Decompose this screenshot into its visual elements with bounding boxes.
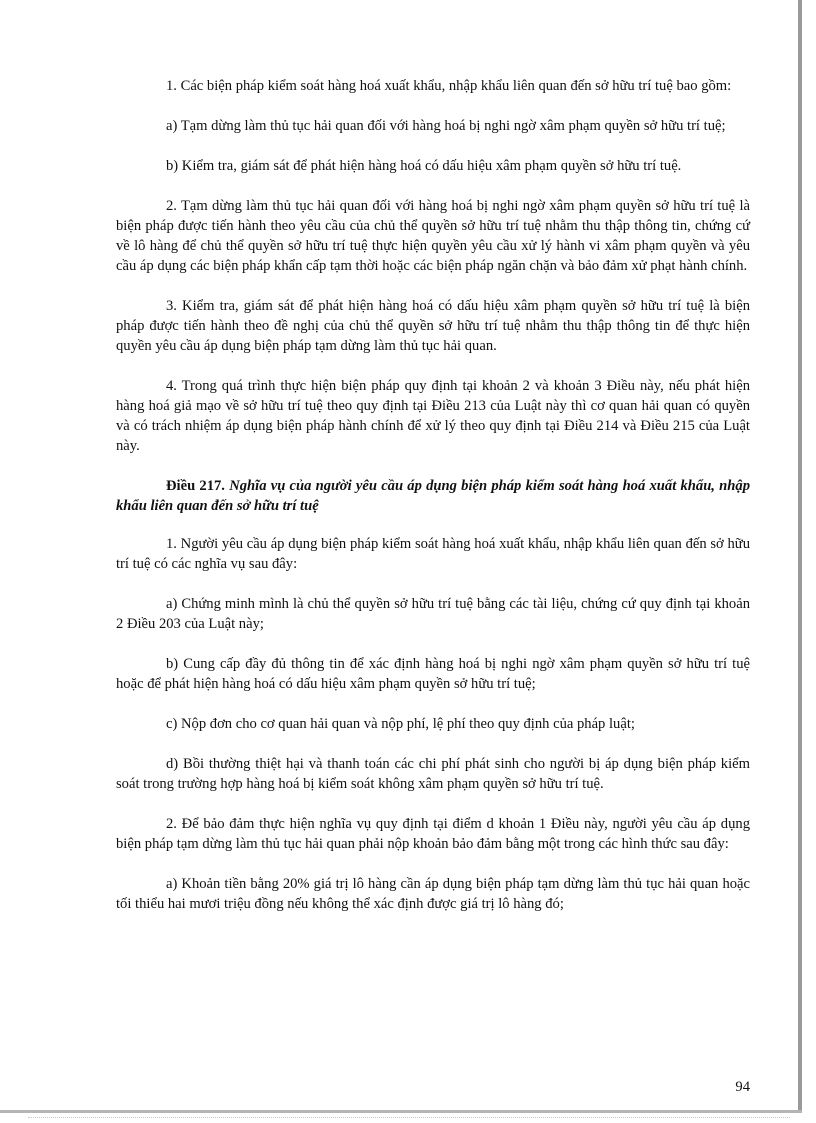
page-body [116,76,750,934]
article-title: Nghĩa vụ của người yêu cầu áp dụng biện pháp kiểm soát hàng hoá xuất khẩu, nhập khẩu liên quan đến sở hữu trí tuệ [116,478,751,514]
article-number: Điều 217. [166,478,225,494]
paragraph: c) Nộp đơn cho cơ quan hải quan và nộp phí, lệ phí theo quy định của pháp luật; [166,716,635,732]
footer-divider [28,1117,790,1118]
paragraph: 4. Trong quá trình thực hiện biện pháp quy định tại khoản 2 và khoản 3 Điều này, nếu phát hiện hàng hoá giả mạo về sở hữu trí tuệ theo quy định tại Điều 213 của Luật này thì cơ quan hải quan có quyền và có trách nhiệm áp dụng biện pháp hành chính để xử lý theo quy định tại Điều 214 và Điều 215 của Luật này. [116,378,750,454]
paragraph: 2. Tạm dừng làm thủ tục hải quan đối với hàng hoá bị nghi ngờ xâm phạm quyền sở hữu trí tuệ là biện pháp được tiến hành theo yêu cầu của chủ thể quyền sở hữu trí tuệ nhằm thu thập thông tin, chứng cứ về lô hàng để chủ thể quyền sở hữu trí tuệ thực hiện quyền yêu cầu xử lý hành vi xâm phạm quyền và yêu cầu áp dụng các biện pháp khẩn cấp tạm thời hoặc các biện pháp ngăn chặn và bảo đảm xử phạt hành chính. [116,198,750,274]
paragraph: a) Khoản tiền bằng 20% giá trị lô hàng cần áp dụng biện pháp tạm dừng làm thủ tục hải quan hoặc tối thiểu hai mươi triệu đồng nếu không thể xác định được giá trị lô hàng đó; [116,876,750,912]
paragraph: a) Tạm dừng làm thủ tục hải quan đối với hàng hoá bị nghi ngờ xâm phạm quyền sở hữu trí tuệ; [166,118,726,134]
article-heading [116,476,750,516]
paragraph: 2. Để bảo đảm thực hiện nghĩa vụ quy định tại điểm d khoản 1 Điều này, người yêu cầu áp dụng biện pháp tạm dừng làm thủ tục hải quan phải nộp khoản bảo đảm bằng một trong các hình thức sau đây: [116,816,750,852]
paragraph: b) Kiểm tra, giám sát để phát hiện hàng hoá có dấu hiệu xâm phạm quyền sở hữu trí tuệ. [166,158,682,174]
page-shadow-right [798,0,802,1110]
paragraph: a) Chứng minh mình là chủ thể quyền sở hữu trí tuệ bằng các tài liệu, chứng cứ quy định tại khoản 2 Điều 203 của Luật này; [116,596,750,632]
paragraph: d) Bồi thường thiệt hại và thanh toán các chi phí phát sinh cho người bị áp dụng biện pháp kiểm soát trong trường hợp hàng hoá bị kiểm soát không xâm phạm quyền sở hữu trí tuệ. [116,756,750,792]
paragraph: 1. Người yêu cầu áp dụng biện pháp kiểm soát hàng hoá xuất khẩu, nhập khẩu liên quan đến sở hữu trí tuệ có các nghĩa vụ sau đây: [116,536,750,572]
page-number: 94 [735,1079,750,1095]
paragraph: 1. Các biện pháp kiểm soát hàng hoá xuất khẩu, nhập khẩu liên quan đến sở hữu trí tuệ bao gồm: [166,78,732,94]
page-shadow-bottom [0,1110,802,1113]
paragraph: 3. Kiểm tra, giám sát để phát hiện hàng hoá có dấu hiệu xâm phạm quyền sở hữu trí tuệ là biện pháp được tiến hành theo đề nghị của chủ thể quyền sở hữu trí tuệ nhằm thu thập thông tin để thực hiện quyền yêu cầu áp dụng biện pháp tạm dừng làm thủ tục hải quan. [116,298,750,354]
paragraph: b) Cung cấp đầy đủ thông tin để xác định hàng hoá bị nghi ngờ xâm phạm quyền sở hữu trí tuệ hoặc để phát hiện hàng hoá có dấu hiệu xâm phạm quyền sở hữu trí tuệ; [116,656,750,692]
